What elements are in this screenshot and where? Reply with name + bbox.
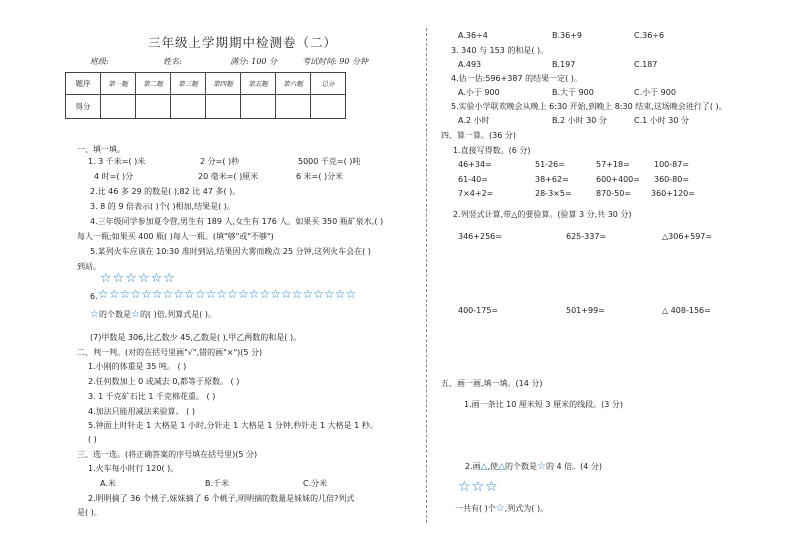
s3-q1: 1.火车每小时行 120( )。 [88, 464, 179, 473]
r-s3-q5: 5.实验小学联欢晚会从晚上 6:30 开始,到晚上 8:30 结束,这场晚会进行了( )。 [451, 102, 727, 111]
s1-q5-line1: 5.某列火车应该在 10:30 准时到站,结果因大雾而晚点 25 分钟,这列火车会在( ) [90, 247, 371, 256]
s2-q4: 4.加法只能用减法来验算。 ( ) [88, 407, 195, 416]
s1-q2: 2.比 46 多 29 的数是( ),82 比 47 多( )。 [90, 187, 241, 196]
s1-q7: (7)甲数是 306,比乙数少 45,乙数是( ),甲乙两数的和是( )。 [90, 333, 302, 342]
s4-sub2: 2.列竖式计算,带△的要验算。(验算 3 分,共 30 分) [453, 210, 632, 219]
star-icon: ☆ [130, 309, 140, 320]
oral-calc: 360-80= [654, 175, 690, 184]
section3-title: 三、选一选。(将正确答案的序号填在括号里)(5 分) [77, 450, 258, 459]
s1-q6-text: ☆的个数是☆的( )倍,列算式是( )。 [90, 309, 217, 320]
oral-calc: 61-40= [458, 175, 488, 184]
class-label: 班级: [90, 57, 109, 66]
star-icon: ☆ [495, 503, 505, 514]
col-2: 第二题 [136, 73, 171, 95]
col-total: 总分 [311, 73, 346, 95]
s1-q1-d: 4 时=( )分 [94, 172, 134, 181]
s3-q1-opt-a[interactable]: A.米 [100, 479, 116, 488]
s1-q3: 3. 8 的 9 倍表示( )个( )相加,结果是( )。 [90, 202, 235, 211]
score-cell[interactable] [276, 95, 311, 119]
oral-calc: 600+400= [596, 175, 640, 184]
star-row-bottom: ☆☆☆☆☆☆☆☆☆☆☆☆☆☆☆☆☆☆☆☆☆☆☆☆ [98, 287, 357, 301]
star-icon: ☆ [537, 461, 546, 472]
exam-time-label: 考试时间: 90 分钟 [302, 57, 368, 66]
s5-q1: 1.画一条比 10 厘米短 3 厘米的线段。(3 分) [464, 400, 623, 409]
s5-q2: 2.画△,使△的个数是☆的 4 倍。(4 分) [465, 461, 603, 472]
score-cell[interactable] [136, 95, 171, 119]
section5-title: 五、画一画,填一填。(14 分) [441, 379, 543, 388]
s2-q5-line1: 5.钟面上时针走 1 大格是 1 小时,分针走 1 大格是 1 分钟,秒针走 1 大格是 1 秒。 [88, 421, 378, 430]
section2-title: 二、判一判。(对的在括号里画"√",错的画"×")(5 分) [77, 348, 263, 357]
score-cell[interactable] [206, 95, 241, 119]
r-s3-q3-opt-a[interactable]: A.493 [458, 60, 482, 69]
row-label: 题序 [66, 73, 101, 95]
oral-calc: 46+34= [458, 160, 492, 169]
r-s3-q2-opt-b[interactable]: B.36+9 [552, 31, 583, 40]
s3-q2-line2: 是( )。 [77, 508, 102, 517]
s1-q1-e: 20 毫米=( )厘米 [198, 172, 259, 181]
r-s3-q4-opt-c[interactable]: C.小于 900 [634, 88, 676, 97]
star-icon: ☆ [90, 309, 99, 320]
vertical-calc: △ 408-156= [662, 306, 711, 315]
s3-q1-opt-b[interactable]: B.千米 [205, 479, 230, 488]
triangle-icon: △ [498, 462, 506, 472]
s2-q1: 1.小刚的体重是 35 吨。 ( ) [88, 362, 187, 371]
s3-q1-opt-c[interactable]: C.分米 [303, 479, 328, 488]
s1-q6-label: 6. [90, 292, 98, 301]
oral-calc: 7×4+2= [458, 189, 494, 198]
r-s3-q3-opt-c[interactable]: C.187 [634, 60, 658, 69]
score-cell[interactable] [311, 95, 346, 119]
oral-calc: 51-26= [535, 160, 565, 169]
s4-sub1: 1.直接写得数。(6 分) [453, 146, 531, 155]
s5-q3: 一共有( )个☆,列式为( )。 [455, 503, 549, 514]
s1-q1-a: 1. 3 千米=( )米 [88, 157, 146, 166]
s1-q1-c: 5000 千克=( )吨 [298, 157, 361, 166]
column-divider [426, 28, 427, 523]
oral-calc: 57+18= [596, 160, 630, 169]
s1-q1-b: 2 分=( )秒 [200, 157, 240, 166]
oral-calc: 28-3×5= [535, 189, 572, 198]
col-6: 第六题 [276, 73, 311, 95]
col-1: 第一题 [101, 73, 136, 95]
r-s3-q5-opt-a[interactable]: A.2 小时 [458, 116, 490, 125]
section4-title: 四、算一算。(36 分) [441, 131, 516, 140]
col-3: 第三题 [171, 73, 206, 95]
vertical-calc: 625-337= [566, 232, 607, 241]
r-s3-q3-opt-b[interactable]: B.197 [552, 60, 576, 69]
col-5: 第五题 [241, 73, 276, 95]
r-s3-q4: 4.估一估:596+387 的结果一定( )。 [451, 74, 582, 83]
s2-q5-line2: ( ) [88, 435, 97, 444]
oral-calc: 100-87= [654, 160, 690, 169]
s3-q2-line1: 2.明明摘了 36 个桃子,妹妹摘了 6 个桃子,明明摘的数量是妹妹的几倍?列式 [88, 494, 355, 503]
s1-q4-line2: 每人一瓶;如果买 400 瓶( )每人一瓶。(填"够"或"不够") [77, 232, 274, 241]
section1-title: 一、填一填。 [77, 145, 125, 154]
r-s3-q5-opt-c[interactable]: C.1 小时 30 分 [634, 116, 690, 125]
star-row-three: ☆☆☆ [458, 479, 499, 495]
oral-calc: 38+62= [535, 175, 569, 184]
s1-q1-f: 6 米=( )分米 [296, 172, 344, 181]
r-s3-q2-opt-a[interactable]: A.36÷4 [458, 31, 488, 40]
s2-q3: 3. 1 千克矿石比 1 千克棉花重。 ( ) [88, 392, 216, 401]
score-row-label: 得分 [66, 95, 101, 119]
triangle-icon: △ [480, 462, 488, 472]
s1-q5-line2: 到站。 [77, 262, 101, 271]
r-s3-q2-opt-c[interactable]: C.36÷6 [634, 31, 665, 40]
full-score-label: 满分: 100 分 [230, 57, 278, 66]
score-cell[interactable] [171, 95, 206, 119]
vertical-calc: △306+597= [662, 232, 713, 241]
r-s3-q4-opt-b[interactable]: B.大于 900 [552, 88, 594, 97]
vertical-calc: 501+99= [566, 306, 605, 315]
name-label: 姓名: [163, 57, 182, 66]
vertical-calc: 346+256= [458, 232, 502, 241]
oral-calc: 360+120= [651, 189, 695, 198]
r-s3-q5-opt-b[interactable]: B.2 小时 30 分 [552, 116, 607, 125]
s2-q2: 2.任何数加上 0 或减去 0,都等于原数。 ( ) [88, 377, 240, 386]
r-s3-q3: 3. 340 与 153 的和是( )。 [451, 46, 549, 55]
col-4: 第四题 [206, 73, 241, 95]
s1-q4-line1: 4.三年级同学参加夏令营,男生有 189 人,女生有 176 人。如果买 350 瓶矿泉水,( ) [90, 217, 384, 226]
score-cell[interactable] [101, 95, 136, 119]
score-cell[interactable] [241, 95, 276, 119]
r-s3-q4-opt-a[interactable]: A.小于 900 [458, 88, 500, 97]
vertical-calc: 400-175= [458, 306, 499, 315]
oral-calc: 870-50= [596, 189, 632, 198]
star-row-top: ☆☆☆☆☆☆ [100, 271, 176, 286]
page-title: 三年级上学期期中检测卷（二） [148, 35, 338, 50]
score-table [65, 72, 346, 119]
